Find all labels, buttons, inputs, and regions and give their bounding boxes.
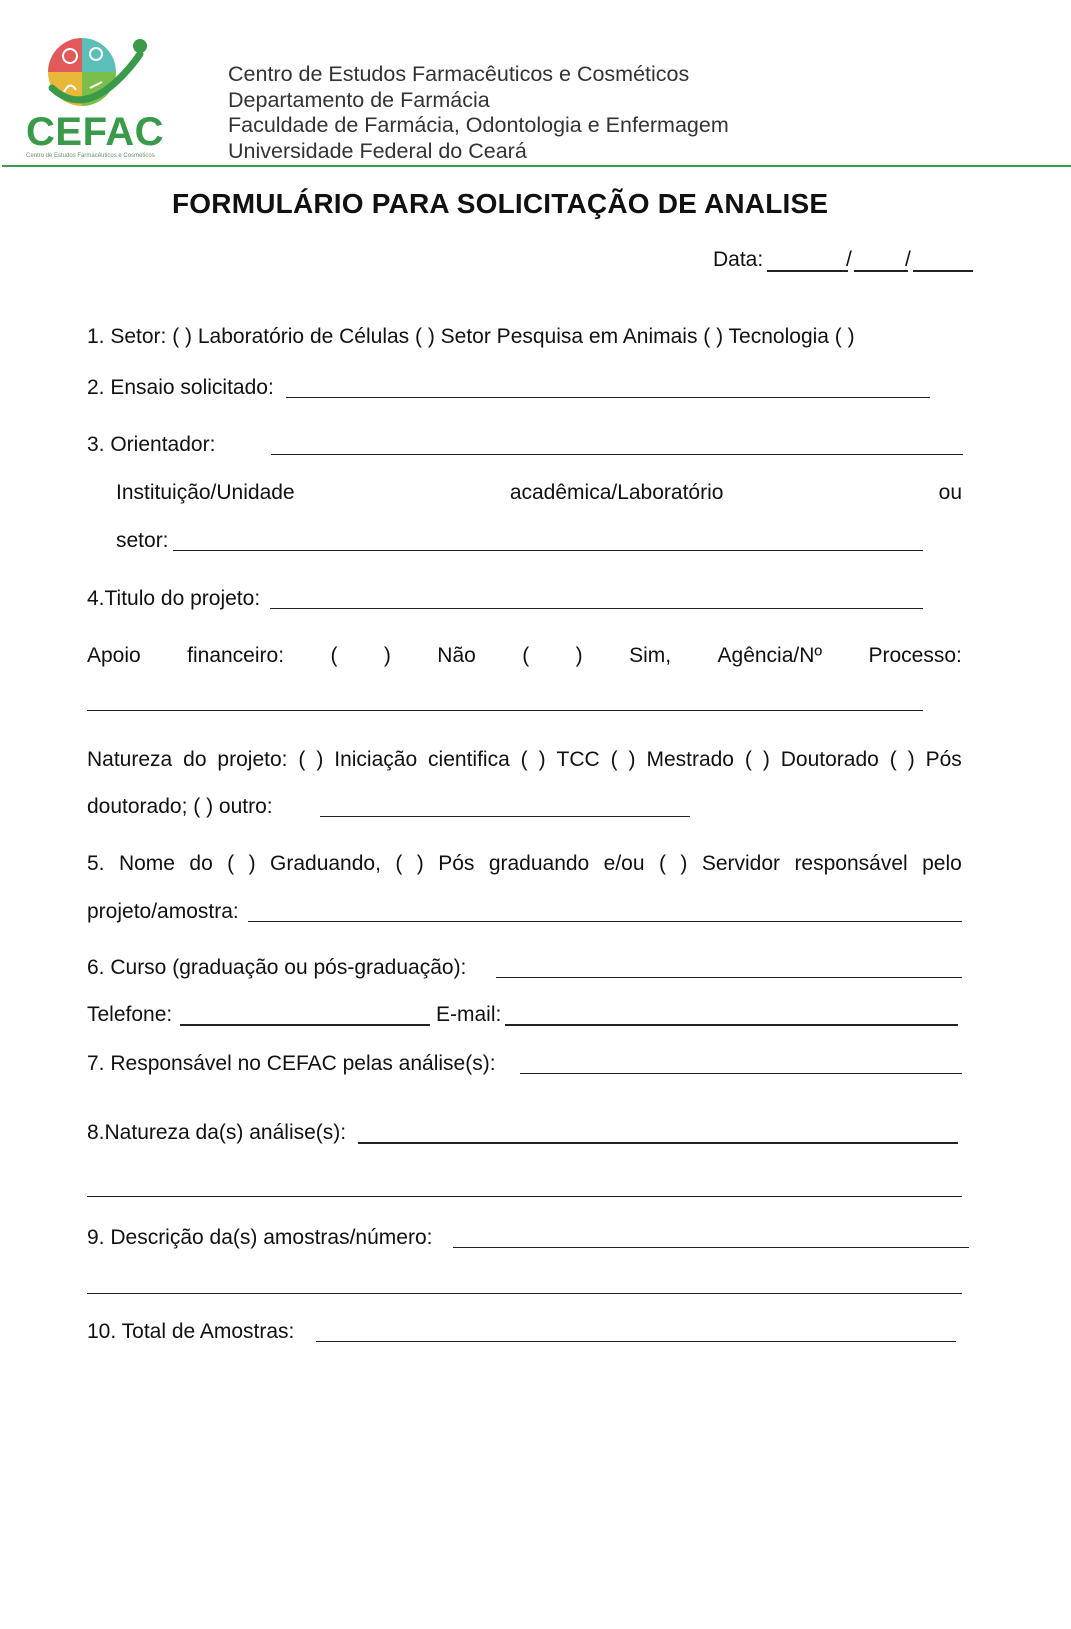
question-5-row[interactable] — [87, 852, 962, 876]
q5-word: ) — [248, 852, 256, 875]
setor-label: setor: — [116, 529, 169, 552]
q5-word: pelo — [922, 852, 962, 875]
apoio-word: financeiro: — [187, 644, 285, 667]
apoio-word: Processo: — [868, 644, 962, 667]
total-amostras-field[interactable] — [316, 1341, 956, 1342]
date-day-field[interactable] — [767, 270, 848, 272]
date-separator: / — [905, 248, 911, 271]
question-9-label: 9. Descrição da(s) amostras/número: — [87, 1226, 433, 1249]
cefac-logo — [20, 32, 170, 162]
header-line-faculty: Faculdade de Farmácia, Odontologia e Enfermagem — [228, 113, 729, 137]
natureza-projeto-row[interactable] — [87, 748, 962, 772]
natureza-word: ) — [316, 748, 324, 771]
date-separator: / — [846, 248, 852, 271]
apoio-word: Sim, — [629, 644, 672, 667]
logo-tagline: Centro de Estudos Farmacêuticos e Cosméticos — [26, 153, 155, 159]
apoio-word: ) — [383, 644, 391, 667]
curso-field[interactable] — [496, 977, 962, 978]
date-month-field[interactable] — [854, 270, 908, 272]
natureza-word: projeto: — [217, 748, 288, 771]
natureza-word: ( — [889, 748, 897, 771]
inst-word: acadêmica/Laboratório — [509, 481, 724, 504]
logo-wordmark: CEFAC — [26, 110, 165, 154]
natureza-word: Iniciação — [334, 748, 418, 771]
header-line-department: Departamento de Farmácia — [228, 87, 490, 112]
apoio-word: ) — [575, 644, 583, 667]
natureza-word: ) — [538, 748, 546, 771]
header-line-university: Universidade Federal do Ceará — [228, 138, 527, 163]
natureza-word: cientifica — [428, 748, 510, 771]
titulo-projeto-field[interactable] — [270, 608, 923, 609]
natureza-word: TCC — [556, 748, 600, 771]
q5-word: Servidor — [701, 852, 781, 875]
apoio-word: Não — [437, 644, 476, 667]
natureza-word: do — [183, 748, 207, 771]
natureza-word: ( — [298, 748, 306, 771]
natureza-word: ) — [907, 748, 915, 771]
q5-word: responsável — [794, 852, 908, 875]
natureza-word: ) — [762, 748, 770, 771]
natureza-word: Doutorado — [780, 748, 879, 771]
apoio-word: Agência/Nº — [717, 644, 823, 667]
form-title: FORMULÁRIO PARA SOLICITAÇÃO DE ANALISE — [172, 188, 829, 219]
question-6-label: 6. Curso (graduação ou pós-graduação): — [87, 956, 467, 979]
header-divider — [2, 165, 1071, 167]
apoio-financeiro-row[interactable] — [87, 644, 962, 668]
descricao-amostras-field-line2[interactable] — [87, 1293, 962, 1294]
apoio-word: ( — [330, 644, 338, 667]
apoio-word: Apoio — [87, 644, 141, 667]
date-year-field[interactable] — [913, 270, 973, 272]
telefone-field[interactable] — [180, 1024, 430, 1026]
email-label: E-mail: — [436, 1003, 502, 1026]
q5-word: graduando — [488, 852, 590, 875]
question-4-label: 4.Titulo do projeto: — [87, 587, 261, 610]
natureza-word: Mestrado — [646, 748, 734, 771]
q5-word: Graduando, — [270, 852, 381, 875]
q5-word: ( — [658, 852, 666, 875]
natureza-word: Pós — [925, 748, 962, 771]
question-2-label: 2. Ensaio solicitado: — [87, 376, 274, 399]
question-7-label: 7. Responsável no CEFAC pelas análise(s): — [87, 1052, 496, 1075]
inst-word: Instituição/Unidade — [116, 481, 295, 504]
natureza-word: ) — [628, 748, 636, 771]
q5-word: 5. — [87, 852, 105, 875]
telefone-label: Telefone: — [87, 1003, 173, 1026]
instituicao-field[interactable] — [173, 550, 923, 551]
inst-word: ou — [938, 481, 962, 504]
responsavel-cefac-field[interactable] — [520, 1073, 962, 1074]
q5-word: ( — [395, 852, 403, 875]
institution-header — [228, 62, 729, 164]
agencia-processo-field[interactable] — [87, 710, 923, 711]
natureza-word: ( — [744, 748, 752, 771]
q5-word: do — [189, 852, 213, 875]
email-field[interactable] — [505, 1024, 958, 1026]
natureza-projeto-line2[interactable]: doutorado; ( ) outro: — [87, 795, 273, 818]
date-label: Data: — [713, 248, 764, 271]
q5-word: ( — [227, 852, 235, 875]
q5-word: Nome — [118, 852, 175, 875]
cefac-emblem-icon — [42, 32, 152, 112]
natureza-word: Natureza — [87, 748, 173, 771]
natureza-word: ( — [520, 748, 528, 771]
q5-word: ) — [680, 852, 688, 875]
responsavel-projeto-field[interactable] — [248, 921, 962, 922]
natureza-analise-field-line2[interactable] — [87, 1196, 962, 1197]
question-10-label: 10. Total de Amostras: — [87, 1320, 295, 1343]
question-1-setor[interactable]: 1. Setor: ( ) Laboratório de Células ( ) Setor Pesquisa em Animais ( ) Tecnologia ( ) — [87, 325, 855, 348]
descricao-amostras-field[interactable] — [453, 1247, 969, 1248]
natureza-outro-field[interactable] — [320, 816, 690, 817]
q5-word: ) — [416, 852, 424, 875]
header-line-center: Centro de Estudos Farmacêuticos e Cosméticos — [228, 62, 690, 86]
ensaio-solicitado-field[interactable] — [286, 397, 930, 398]
natureza-word: ( — [610, 748, 618, 771]
apoio-word: ( — [522, 644, 530, 667]
instituicao-label — [116, 481, 962, 505]
question-8-label: 8.Natureza da(s) análise(s): — [87, 1121, 347, 1144]
natureza-analise-field[interactable] — [358, 1142, 958, 1144]
q5-word: Pós — [438, 852, 475, 875]
question-3-label: 3. Orientador: — [87, 433, 216, 456]
orientador-field[interactable] — [271, 454, 963, 455]
question-5-label: projeto/amostra: — [87, 900, 239, 923]
q5-word: e/ou — [603, 852, 645, 875]
